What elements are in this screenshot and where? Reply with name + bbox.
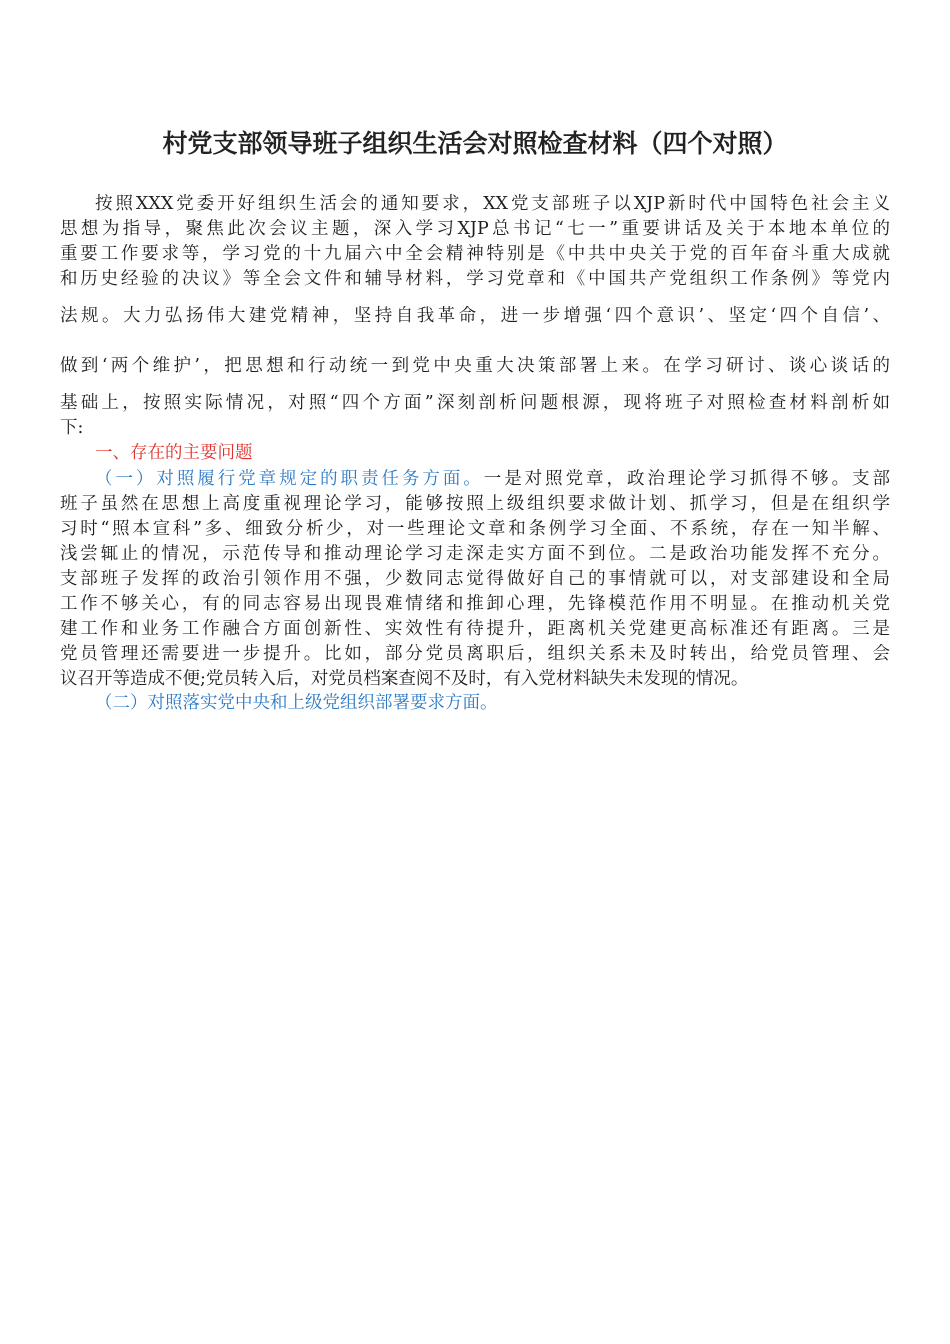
subsection-2-heading: （二）对照落实党中央和上级党组织部署要求方面。 (95, 693, 498, 713)
subsection-1-line: 工作不够关心，有的同志容易出现畏难情绪和推卸心理，先锋模范作用不明显。在推动机关党 (60, 594, 890, 614)
document-title: 村党支部领导班子组织生活会对照检查材料（四个对照） (162, 129, 788, 158)
subsection-1-line: 班子虽然在思想上高度重视理论学习，能够按照上级组织要求做计划、抓学习，但是在组织学 (60, 494, 890, 514)
subsection-1-line: 习时“照本宣科”多、细致分析少，对一些理论文章和条例学习全面、不系统，存在一知半解、 (60, 519, 890, 539)
subsection-1-line: 建工作和业务工作融合方面创新性、实效性有待提升，距离机关党建更高标准还有距离。三是 (60, 619, 890, 639)
intro-line: 重要工作要求等，学习党的十九届六中全会精神特别是《中共中央关于党的百年奋斗重大成就 (60, 244, 890, 264)
subsection-1-heading: （一）对照履行党章规定的职责任务方面。 (95, 469, 484, 489)
subsection-1-first-line-text: 一是对照党章，政治理论学习抓得不够。支部 (483, 469, 890, 489)
section-heading-block (60, 441, 890, 465)
subsection-1-line: 浅尝辄止的情况，示范传导和推动理论学习走深走实方面不到位。二是政治功能发挥不充分。 (60, 544, 890, 564)
intro-line: 法规。大力弘扬伟大建党精神，坚持自我革命，进一步增强‘四个意识’、坚定‘四个自信’、 (60, 306, 890, 326)
intro-line: 做到‘两个维护’，把思想和行动统一到党中央重大决策部署上来。在学习研讨、谈心谈话的 (60, 356, 890, 376)
intro-line: 和历史经验的决议》等全会文件和辅导材料，学习党章和《中国共产党组织工作条例》等党内 (60, 269, 890, 289)
intro-line: 基础上，按照实际情况，对照“四个方面”深刻剖析问题根源，现将班子对照检查材料剖析如 (60, 393, 890, 413)
subsection-1-first-line (60, 467, 890, 491)
subsection-1-line: 党员管理还需要进一步提升。比如，部分党员离职后，组织关系未及时转出，给党员管理、会 (60, 644, 890, 664)
intro-line: 按照XXX党委开好组织生活会的通知要求，XX党支部班子以XJP新时代中国特色社会主义 (95, 194, 890, 214)
intro-line: 下: (60, 418, 84, 438)
subsection-2 (60, 691, 890, 715)
section-heading: 一、存在的主要问题 (95, 443, 253, 463)
subsection-1-line: 支部班子发挥的政治引领作用不强，少数同志觉得做好自己的事情就可以，对支部建设和全局 (60, 569, 890, 589)
subsection-1-line: 议召开等造成不便;党员转入后，对党员档案查阅不及时，有入党材料缺失未发现的情况。 (60, 669, 749, 689)
intro-line: 思想为指导，聚焦此次会议主题，深入学习XJP总书记“七一”重要讲话及关于本地本单位的 (60, 219, 890, 239)
